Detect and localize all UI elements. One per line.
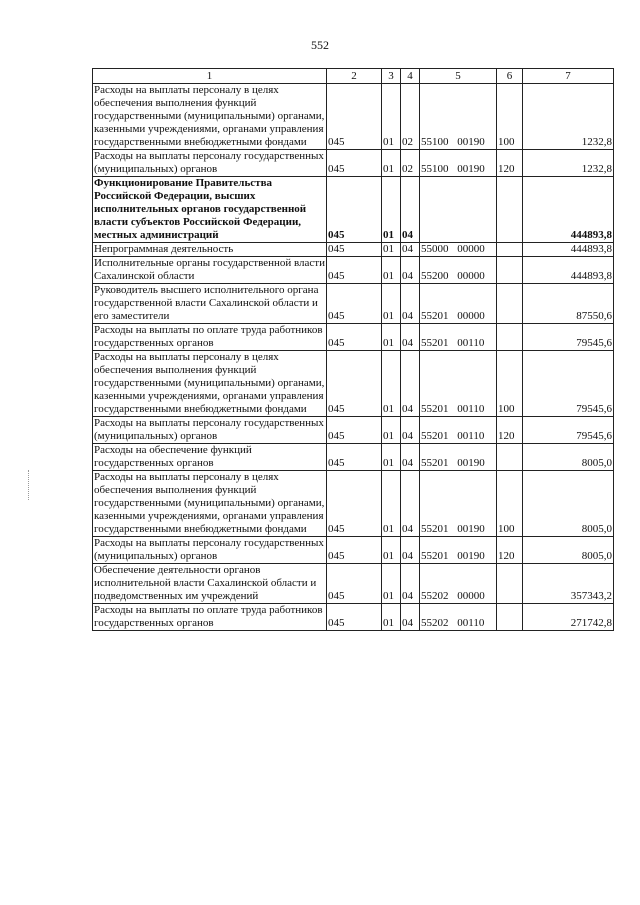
subsection-code-cell: 04 xyxy=(401,417,420,444)
target-article-cell: 55201 00190 xyxy=(420,537,497,564)
expense-type-cell xyxy=(497,177,523,243)
section-code-cell: 01 xyxy=(382,351,401,417)
column-header-5: 5 xyxy=(420,69,497,84)
row-name-cell: Руководитель высшего исполнительного органа государственной власти Сахалинской области и его заместители xyxy=(93,284,327,324)
expense-type-cell xyxy=(497,284,523,324)
table-row xyxy=(93,243,614,257)
subsection-code-cell: 02 xyxy=(401,84,420,150)
subsection-code-cell: 04 xyxy=(401,444,420,471)
expense-type-cell: 100 xyxy=(497,351,523,417)
section-code-cell: 01 xyxy=(382,243,401,257)
subsection-code-cell: 04 xyxy=(401,177,420,243)
table-row xyxy=(93,177,614,243)
page-number: 552 xyxy=(311,38,329,52)
target-article-cell: 55202 00000 xyxy=(420,564,497,604)
amount-cell: 271742,8 xyxy=(523,604,614,631)
target-article-cell: 55201 00190 xyxy=(420,471,497,537)
subsection-code-cell: 04 xyxy=(401,537,420,564)
table-row xyxy=(93,471,614,537)
table-row xyxy=(93,150,614,177)
amount-cell: 444893,8 xyxy=(523,257,614,284)
expense-type-cell xyxy=(497,243,523,257)
row-name-cell: Расходы на выплаты персоналу государственных (муниципальных) органов xyxy=(93,150,327,177)
subsection-code-cell: 04 xyxy=(401,257,420,284)
expense-type-cell xyxy=(497,324,523,351)
table-row xyxy=(93,604,614,631)
row-name-cell: Расходы на выплаты персоналу государственных (муниципальных) органов xyxy=(93,417,327,444)
section-code-cell: 01 xyxy=(382,257,401,284)
column-header-4: 4 xyxy=(401,69,420,84)
table-row xyxy=(93,84,614,150)
table-row xyxy=(93,351,614,417)
expense-type-cell xyxy=(497,257,523,284)
target-article-cell: 55100 00190 xyxy=(420,84,497,150)
ministry-code-cell: 045 xyxy=(327,604,382,631)
subsection-code-cell: 02 xyxy=(401,150,420,177)
target-article-cell: 55202 00110 xyxy=(420,604,497,631)
expense-type-cell: 120 xyxy=(497,537,523,564)
ministry-code-cell: 045 xyxy=(327,150,382,177)
subsection-code-cell: 04 xyxy=(401,471,420,537)
target-article-cell: 55000 00000 xyxy=(420,243,497,257)
column-header-2: 2 xyxy=(327,69,382,84)
target-article-cell: 55100 00190 xyxy=(420,150,497,177)
subsection-code-cell: 04 xyxy=(401,351,420,417)
section-code-cell: 01 xyxy=(382,537,401,564)
expense-type-cell: 120 xyxy=(497,417,523,444)
expense-type-cell xyxy=(497,564,523,604)
subsection-code-cell: 04 xyxy=(401,564,420,604)
amount-cell: 8005,0 xyxy=(523,537,614,564)
budget-table xyxy=(92,68,614,631)
section-code-cell: 01 xyxy=(382,150,401,177)
ministry-code-cell: 045 xyxy=(327,444,382,471)
expense-type-cell: 100 xyxy=(497,471,523,537)
table-body xyxy=(93,84,614,631)
ministry-code-cell: 045 xyxy=(327,417,382,444)
subsection-code-cell: 04 xyxy=(401,604,420,631)
column-header-3: 3 xyxy=(382,69,401,84)
target-article-cell: 55201 00110 xyxy=(420,324,497,351)
section-code-cell: 01 xyxy=(382,84,401,150)
ministry-code-cell: 045 xyxy=(327,351,382,417)
amount-cell: 79545,6 xyxy=(523,351,614,417)
row-name-cell: Расходы на выплаты по оплате труда работников государственных органов xyxy=(93,324,327,351)
subsection-code-cell: 04 xyxy=(401,324,420,351)
section-code-cell: 01 xyxy=(382,564,401,604)
table-row xyxy=(93,257,614,284)
subsection-code-cell: 04 xyxy=(401,284,420,324)
ministry-code-cell: 045 xyxy=(327,257,382,284)
row-name-cell: Расходы на выплаты персоналу в целях обеспечения выполнения функций государственными (муниципальными) органами, казенными учреждениями, органами управления государственными внебюджетными фондами xyxy=(93,471,327,537)
expense-type-cell: 120 xyxy=(497,150,523,177)
column-header-6: 6 xyxy=(497,69,523,84)
column-header-7: 7 xyxy=(523,69,614,84)
section-code-cell: 01 xyxy=(382,471,401,537)
amount-cell: 79545,6 xyxy=(523,324,614,351)
section-code-cell: 01 xyxy=(382,177,401,243)
ministry-code-cell: 045 xyxy=(327,564,382,604)
ministry-code-cell: 045 xyxy=(327,324,382,351)
row-name-cell: Расходы на выплаты по оплате труда работников государственных органов xyxy=(93,604,327,631)
table-row xyxy=(93,444,614,471)
target-article-cell: 55201 00110 xyxy=(420,417,497,444)
target-article-cell: 55201 00190 xyxy=(420,444,497,471)
ministry-code-cell: 045 xyxy=(327,177,382,243)
expense-type-cell xyxy=(497,604,523,631)
row-name-cell: Исполнительные органы государственной власти Сахалинской области xyxy=(94,257,325,282)
row-name-cell: Функционирование Правительства Российской Федерации, высших исполнительных органов государственной власти субъектов Российской Федерации, местных администраций xyxy=(93,177,327,243)
ministry-code-cell: 045 xyxy=(327,84,382,150)
expense-type-cell xyxy=(497,444,523,471)
amount-cell: 1232,8 xyxy=(523,150,614,177)
amount-cell: 357343,2 xyxy=(523,564,614,604)
section-code-cell: 01 xyxy=(382,284,401,324)
section-code-cell: 01 xyxy=(382,324,401,351)
table-header-row xyxy=(93,69,614,84)
target-article-cell: 55201 00000 xyxy=(420,284,497,324)
amount-cell: 1232,8 xyxy=(523,84,614,150)
expense-type-cell: 100 xyxy=(497,84,523,150)
row-name-cell: Расходы на обеспечение функций государственных органов xyxy=(93,444,327,471)
ministry-code-cell: 045 xyxy=(327,471,382,537)
amount-cell: 8005,0 xyxy=(523,471,614,537)
ministry-code-cell: 045 xyxy=(327,537,382,564)
target-article-cell: 55201 00110 xyxy=(420,351,497,417)
subsection-code-cell: 04 xyxy=(401,243,420,257)
row-name-cell: Расходы на выплаты персоналу в целях обеспечения выполнения функций государственными (муниципальными) органами, казенными учреждениями, органами управления государственными внебюджетными фондами xyxy=(93,84,327,150)
row-name-cell: Расходы на выплаты персоналу государственных (муниципальных) органов xyxy=(93,537,327,564)
target-article-cell: 55200 00000 xyxy=(420,257,497,284)
row-name-cell: Обеспечение деятельности органов исполнительной власти Сахалинской области и подведомственных им учреждений xyxy=(93,564,327,604)
table-row xyxy=(93,564,614,604)
ministry-code-cell: 045 xyxy=(327,284,382,324)
target-article-cell xyxy=(420,177,497,243)
amount-cell: 444893,8 xyxy=(523,243,614,257)
row-name-cell: Расходы на выплаты персоналу в целях обеспечения выполнения функций государственными (муниципальными) органами, казенными учреждениями, органами управления государственными внебюджетными фондами xyxy=(93,351,327,417)
section-code-cell: 01 xyxy=(382,444,401,471)
column-header-1: 1 xyxy=(93,69,327,84)
amount-cell: 79545,6 xyxy=(523,417,614,444)
section-code-cell: 01 xyxy=(382,417,401,444)
ministry-code-cell: 045 xyxy=(327,243,382,257)
table-row xyxy=(93,324,614,351)
table-row xyxy=(93,417,614,444)
amount-cell: 444893,8 xyxy=(523,177,614,243)
table-row xyxy=(93,284,614,324)
section-code-cell: 01 xyxy=(382,604,401,631)
row-name-cell: Непрограммная деятельность xyxy=(93,243,327,257)
amount-cell: 87550,6 xyxy=(523,284,614,324)
table-row xyxy=(93,537,614,564)
scan-artifact xyxy=(28,470,31,500)
amount-cell: 8005,0 xyxy=(523,444,614,471)
